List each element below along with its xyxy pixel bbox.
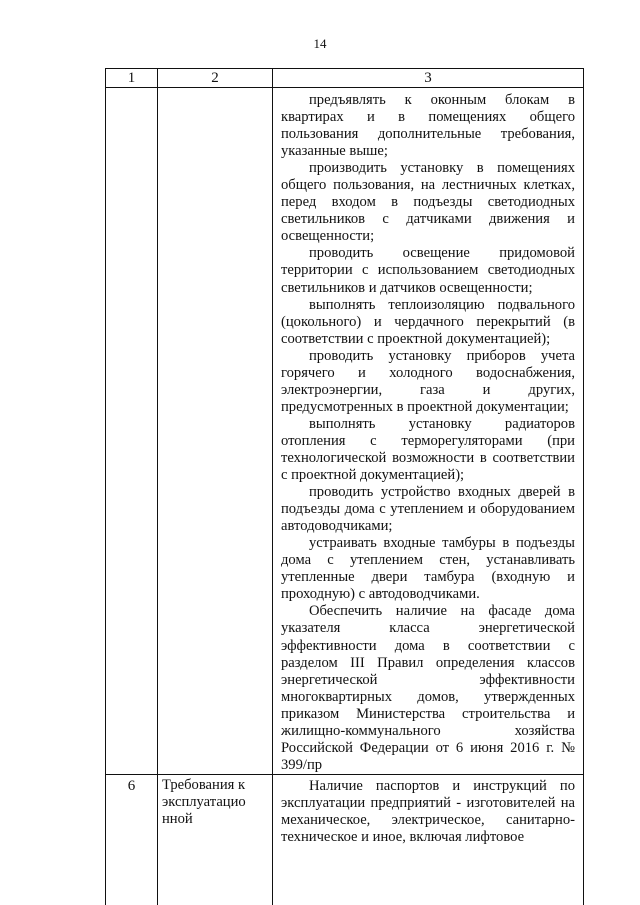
table-row-6 xyxy=(106,774,584,905)
paragraph-meters: проводить установку приборов учета горячего и холодного водоснабжения, электроэнергии, газа и других, предусмотренных в проектной документации; xyxy=(281,347,575,415)
requirements-table xyxy=(105,68,584,905)
table-row-continued xyxy=(106,88,584,775)
continued-label-cell xyxy=(158,88,273,775)
paragraph-led-lights: производить установку в помещениях общего пользования, на лестничных клетках, перед входом в подъезды светодиодных светильников с датчиками движения и освещенности; xyxy=(281,160,575,245)
paragraph-yard-lighting: проводить освещение придомовой территории с использованием светодиодных светильников и датчиков освещенности; xyxy=(281,245,575,296)
row6-text-cell xyxy=(273,774,584,905)
header-col-3: 3 xyxy=(273,69,584,88)
continued-number-cell xyxy=(106,88,158,775)
row6-label: Требования к эксплуатацио нной xyxy=(158,774,273,905)
paragraph-insulation: выполнять теплоизоляцию подвального (цокольного) и чердачного перекрытий (в соответствии с проектной документацией); xyxy=(281,296,575,347)
continued-text-cell xyxy=(273,88,584,775)
paragraph-energy-class: Обеспечить наличие на фасаде дома указателя класса энергетической эффективности дома в соответствии с разделом III Правил определения классов энергетической эффективности многоквартирных домов, утвержденных приказом Министерства строительства и жилищно-коммунального хозяйства Российской Федерации от 6 июня 2016 г. № 399/пр xyxy=(281,603,575,773)
paragraph-entrance-doors: проводить устройство входных дверей в подъезды дома с утеплением и оборудованием автодоводчиками; xyxy=(281,484,575,535)
row6-number: 6 xyxy=(106,774,158,905)
paragraph-radiators: выполнять установку радиаторов отопления с терморегуляторами (при технологической возможности в соответствии с проектной документацией); xyxy=(281,415,575,484)
page-number: 14 xyxy=(313,36,327,51)
header-col-1: 1 xyxy=(106,69,158,88)
row6-text: Наличие паспортов и инструкций по эксплуатации предприятий - изготовителей на механическое, электрическое, санитарно-техническое и иное, включая лифтовое xyxy=(281,777,575,846)
paragraph-vestibules: устраивать входные тамбуры в подъезды дома с утеплением стен, устанавливать утепленные двери тамбура (входную и проходную) с автодоводчиками. xyxy=(281,535,575,603)
header-col-2: 2 xyxy=(158,69,273,88)
table-header-row xyxy=(106,69,584,88)
paragraph-windows: предъявлять к оконным блокам в квартирах и в помещениях общего пользования дополнительные требования, указанные выше; xyxy=(281,92,575,160)
